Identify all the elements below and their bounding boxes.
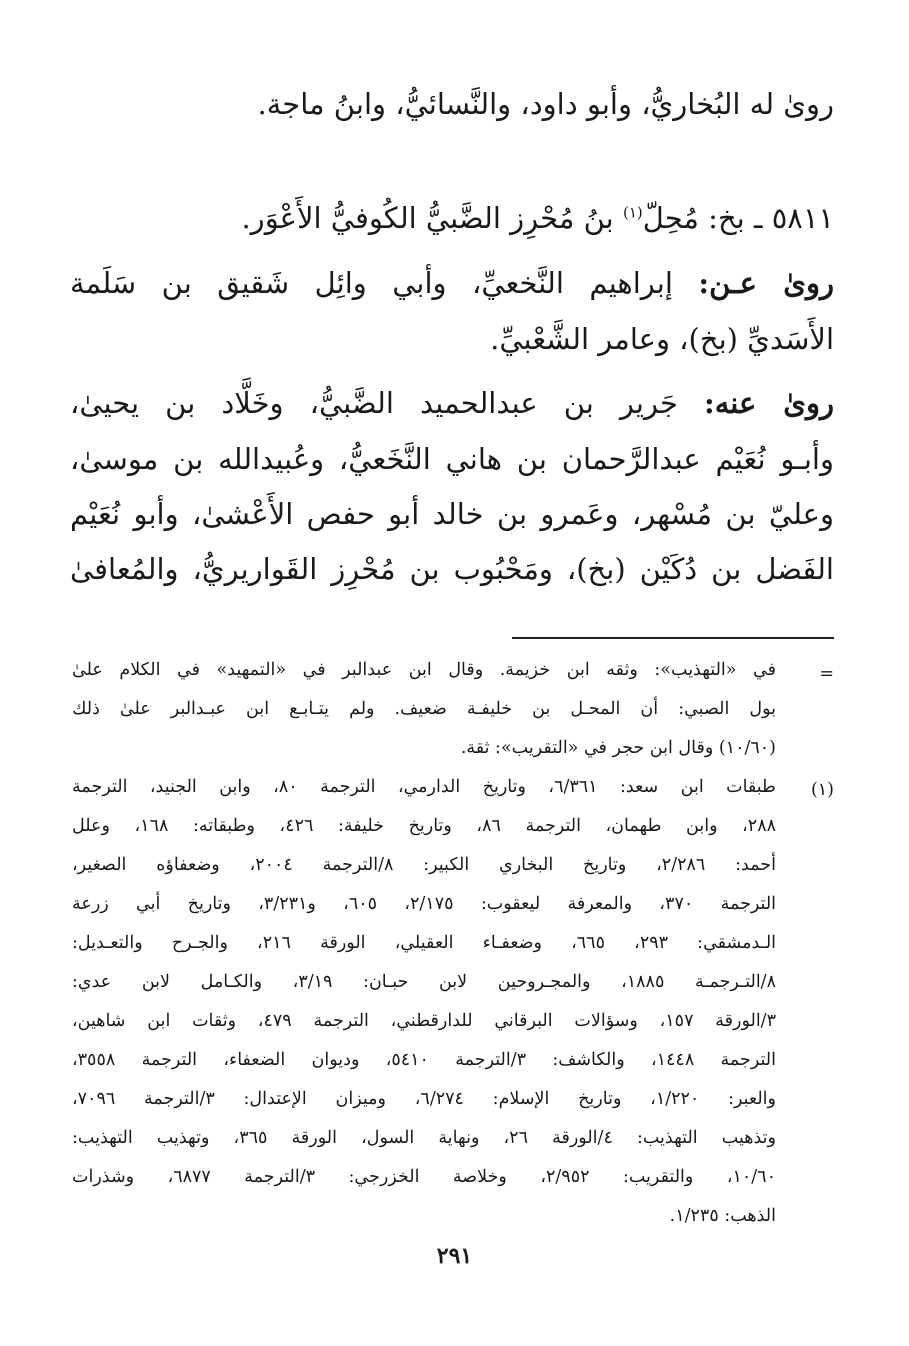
footnote-1-marker: (١): [810, 780, 834, 800]
rawa-anhu-line-1: [70, 383, 834, 423]
footnote-1-line: الترجمة ٣٧٠، والمعرفة ليعقوب: ٢/١٧٥، ٦٠٥، و٣/٢٣١، وتاريخ أبي زرعة: [72, 894, 777, 914]
entry-number-name: ٥٨١١ ـ بخ: مُحِلّ: [642, 201, 834, 235]
footnote-1-line: طبقات ابن سعد: ٦/٣٦١، وتاريخ الدارمي، الترجمة ٨٠، وابن الجنيد، الترجمة: [72, 777, 776, 797]
page-number: ٢٩١: [436, 1243, 473, 1269]
rawa-an-text-1: إبراهيم النَّخعيِّ، وأبي وائِل شَقيق بن سَلَمة: [70, 266, 699, 300]
footnote-1-line: الـدمشقي: ٢٩٣، ٦٦٥، وضعفـاء العقيلي، الورقة ٢١٦، والجـرح والتعـديل:: [72, 933, 777, 953]
footnote-1-line: ٢٨٨، وابن طهمان، الترجمة ٨٦، وتاريخ خليفة: ٤٢٦، وطبقاته: ١٦٨، وعلل: [72, 816, 776, 836]
footnote-continued-line: (١٠/٦٠) وقال ابن حجر في «التقريب»: ثقة.: [460, 738, 776, 758]
footnote-1-line: الترجمة ١٤٤٨، والكاشف: ٣/الترجمة ٥٤١٠، وديوان الضعفاء، الترجمة ٣٥٥٨،: [72, 1050, 776, 1070]
footnote-1-line: الذهب: ١/٢٣٥.: [669, 1206, 776, 1226]
rawa-an-label: رویٰ عـن:: [698, 266, 834, 300]
rawa-an-line-2: الأَسَديِّ (بخ)، وعامر الشَّعْبيِّ.: [490, 322, 834, 356]
rawa-anhu-line-4: الفَضل بن دُكَيْن (بخ)، ومَحْبُوب بن مُحْرِز القَواريريُّ، والمُعافیٰ: [70, 552, 834, 586]
entry-heading: [70, 198, 834, 238]
rawa-an-line-1: [70, 263, 834, 303]
rawa-anhu-label: رویٰ عنه:: [704, 386, 834, 420]
footnote-1-line: ٨/التـرجمـة ١٨٨٥، والمجـروحين لابن حبـان: ٣/١٩، والكـامل لابن عدي:: [72, 972, 776, 992]
rawa-anhu-line-2: وأبـو نُعَيْم عبدالرَّحمان بن هاني النَّخَعيُّ، وعُبيدالله بن موسیٰ،: [70, 442, 834, 476]
footnote-1-line: وتذهيب التهذيب: ٤/الورقة ٢٦، ونهاية السول، الورقة ٣٦٥، وتهذيب التهذيب:: [72, 1128, 776, 1148]
footnote-continued-marker: =: [819, 664, 834, 684]
footnote-continued-line: بول الصبي: أن المحـل بن خليفـة ضعيف. ولم يتـابـع ابن عبـدالبر علیٰ ذلك: [72, 699, 776, 719]
intro-line: رویٰ له البُخاريُّ، وأبو داود، والنَّسائيُّ، وابنُ ماجة.: [257, 87, 834, 121]
rawa-anhu-line-3: وعليّ بن مُسْهر، وعَمرو بن خالد أبو حفص الأَعْشیٰ، وأبو نُعَيْم: [70, 497, 834, 531]
footnote-1-line: أحمد: ٢/٢٨٦، وتاريخ البخاري الكبير: ٨/الترجمة ٢٠٠٤، وضعفاؤه الصغير،: [72, 855, 776, 875]
footnote-1-line: والعبر: ١/٢٢٠، وتاريخ الإسلام: ٦/٢٧٤، وميزان الإعتدال: ٣/الترجمة ٧٠٩٦،: [72, 1089, 776, 1109]
footnote-1-line: ٣/الورقة ١٥٧، وسؤالات البرقاني للدارقطني، الترجمة ٤٧٩، وثقات ابن شاهين،: [72, 1011, 776, 1031]
entry-name-rest: بنُ مُحْرِز الضَّبيُّ الكُوفيُّ الأَعْوَر.: [241, 201, 623, 235]
footnote-reference: (١): [622, 203, 643, 222]
footnote-continued-line: في «التهذيب»: وثقه ابن خزيمة. وقال ابن عبدالبر في «التمهيد» في الكلام علیٰ: [72, 660, 776, 680]
footnote-separator: [512, 637, 834, 639]
rawa-anhu-text-1: جَرير بن عبدالحميد الضَّبيُّ، وخَلَّاد بن يحيیٰ،: [70, 386, 705, 420]
footnote-1-line: ١٠/٦٠، والتقريب: ٢/٩٥٢، وخلاصة الخزرجي: ٣/الترجمة ٦٨٧٧، وشذرات: [72, 1167, 776, 1187]
